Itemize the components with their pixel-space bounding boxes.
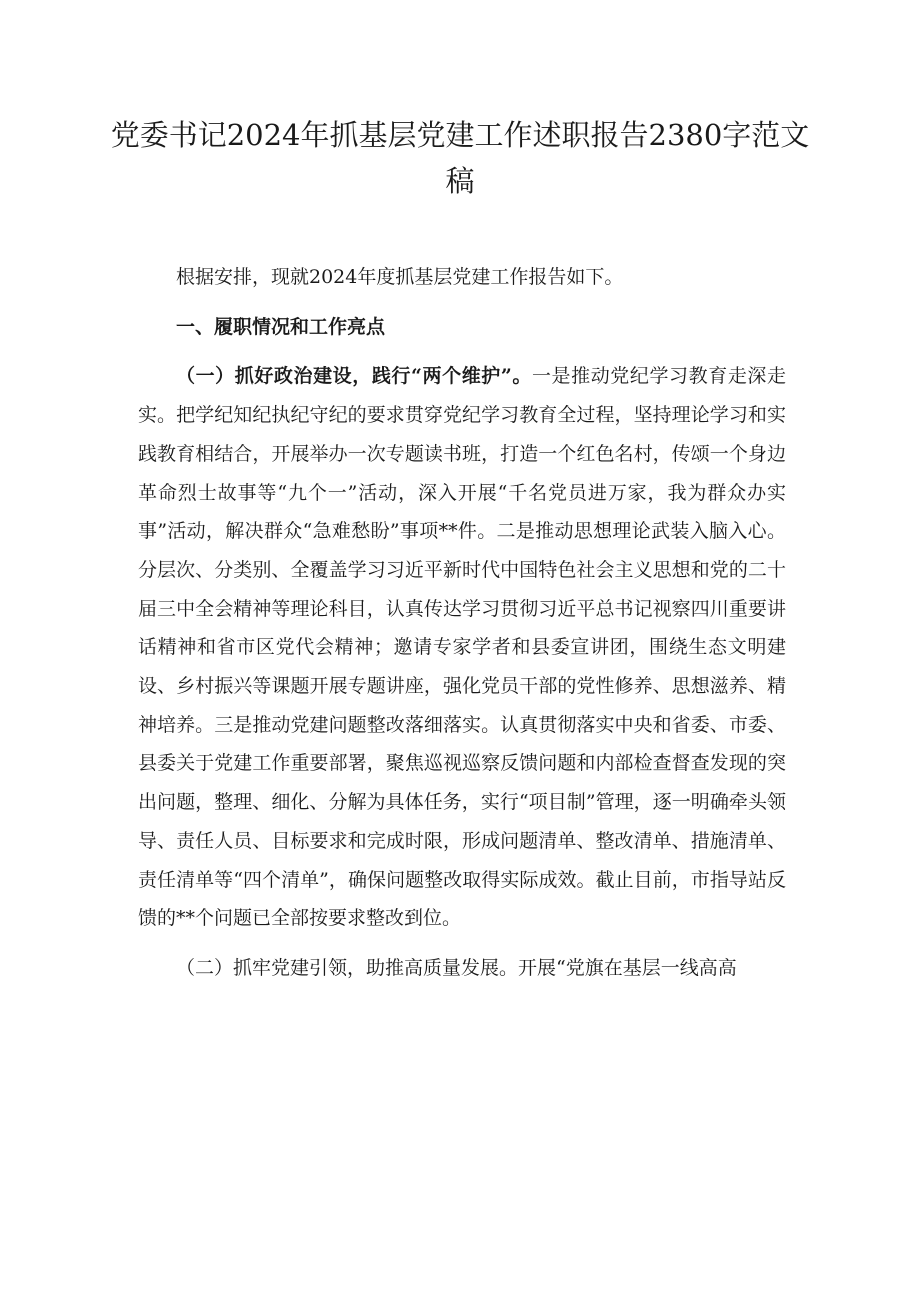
paragraph-1 xyxy=(138,357,786,938)
paragraph-2: （二）抓牢党建引领，助推高质量发展。开展“党旗在基层一线高高 xyxy=(176,956,737,979)
intro-paragraph: 根据安排，现就2024年度抓基层党建工作报告如下。 xyxy=(176,266,624,288)
paragraph-1-text: 一是推动党纪学习教育走深走实。把学纪知纪执纪守纪的要求贯穿党纪学习教育全过程，坚持理论学习和实践教育相结合，开展举办一次专题读书班，打造一个红色名村，传颂一个身边革命烈士故事等“九个一”活动，深入开展“千名党员进万家，我为群众办实事”活动，解决群众“急难愁盼”事项**件。二是推动思想理论武装入脑入心。分层次、分类别、全覆盖学习习近平新时代中国特色社会主义思想和党的二十届三中全会精神等理论科目，认真传达学习贯彻习近平总书记视察四川重要讲话精神和省市区党代会精神；邀请专家学者和县委宣讲团，围绕生态文明建设、乡村振兴等课题开展专题讲座，强化党员干部的党性修养、思想滋养、精神培养。三是推动党建问题整改落细落实。认真贯彻落实中央和省委、市委、县委关于党建工作重要部署，聚焦巡视巡察反馈问题和内部检查督查发现的突出问题，整理、细化、分解为具体任务，实行“项目制”管理，逐一明确牵头领导、责任人员、目标要求和完成时限，形成问题清单、整改清单、措施清单、责任清单等“四个清单”，确保问题整改取得实际成效。截止目前，市指导站反馈的**个问题已全部按要求整改到位。 xyxy=(138,365,786,930)
document-body xyxy=(138,258,786,999)
section-heading: 一、履职情况和工作亮点 xyxy=(176,315,386,338)
paragraph-1-heading: （一）抓好政治建设，践行“两个维护”。 xyxy=(176,365,532,388)
document-title: 党委书记2024年抓基层党建工作述职报告2380字范文稿 xyxy=(110,118,810,198)
